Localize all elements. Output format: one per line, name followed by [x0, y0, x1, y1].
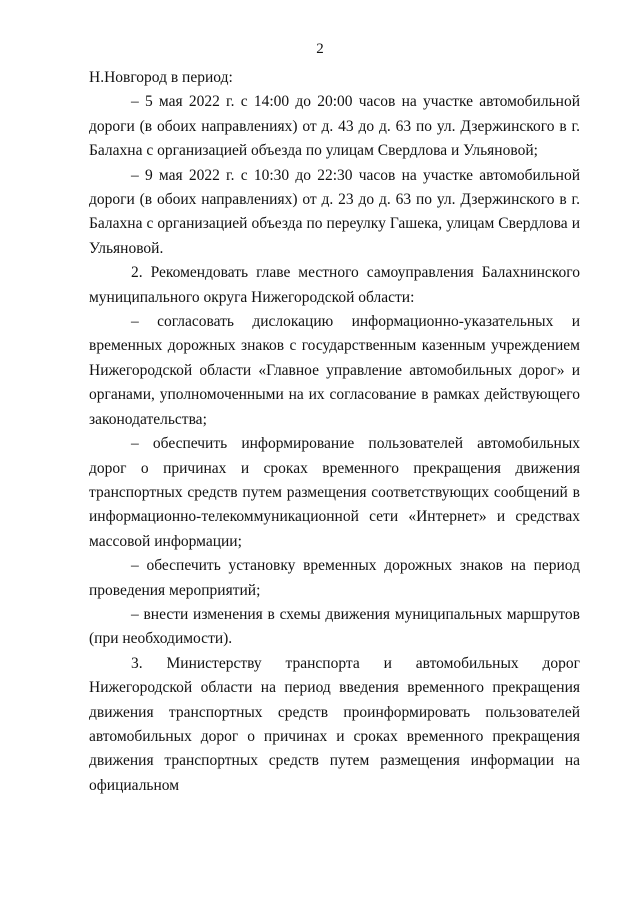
paragraph-item-inform-users: – обеспечить информирование пользователей автомобильных дорог о причинах и сроках временного прекращения движения транспортных средств путем размещения соответствующих сообщений в информационно-телекоммуникационной сети «Интернет» и средствах массовой информации;	[89, 435, 580, 550]
paragraph-item-may-9: – 9 мая 2022 г. с 10:30 до 22:30 часов на участке автомобильной дороги (в обоих направлениях) от д. 23 до д. 63 по ул. Дзержинского в г. Балахна с организацией объезда по переулку Гашека, улицам Свердлова и Ульяновой.	[89, 166, 580, 257]
paragraph-item-install-signs: – обеспечить установку временных дорожных знаков на период проведения мероприятий;	[89, 557, 580, 599]
paragraph-continuation: Н.Новгород в период:	[89, 69, 233, 86]
page-number: 2	[316, 41, 324, 57]
paragraph-section-3: 3. Министерству транспорта и автомобильных дорог Нижегородской области на период введения временного прекращения движения транспортных средств проинформировать пользователей автомобильных дорог о причинах и сроках временного прекращения движения транспортных средств путем размещения информации на официальном	[89, 654, 580, 794]
paragraph-item-coordinate-signs: – согласовать дислокацию информационно-указательных и временных дорожных знаков с государственным казенным учреждением Нижегородской области «Главное управление автомобильных дорог» и органами, уполномоченными на их согласование в рамках действующего законодательства;	[89, 313, 580, 428]
paragraph-item-route-changes: – внести изменения в схемы движения муниципальных маршрутов (при необходимости).	[89, 605, 580, 648]
document-body	[89, 66, 580, 798]
paragraph-item-may-5: – 5 мая 2022 г. с 14:00 до 20:00 часов на участке автомобильной дороги (в обоих направлениях) от д. 43 до д. 63 по ул. Дзержинского в г. Балахна с организацией объезда по улицам Свердлова и Ульяновой;	[89, 93, 580, 160]
paragraph-section-2: 2. Рекомендовать главе местного самоуправления Балахнинского муниципального округа Нижегородской области:	[89, 264, 580, 306]
